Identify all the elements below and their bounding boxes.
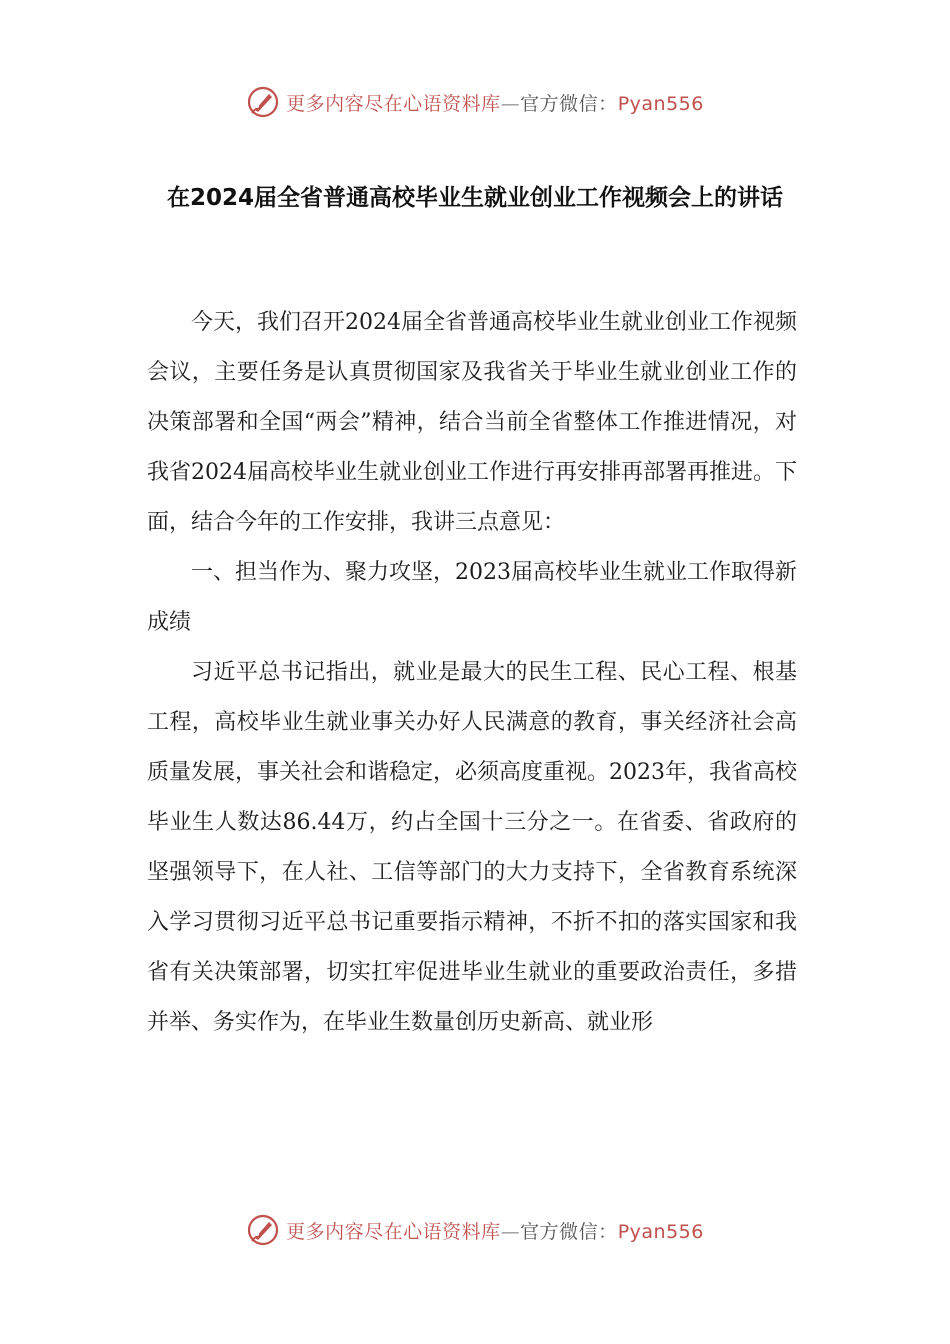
watermark-dash: — (500, 1220, 521, 1243)
paragraph-body: 习近平总书记指出，就业是最大的民生工程、民心工程、根基工程，高校毕业生就业事关办好人民满意的教育，事关经济社会高质量发展，事关社会和谐稳定，必须高度重视。2023年，我省高校毕业生人数达86.44万，约占全国十三分之一。在省委、省政府的坚强领导下，在人社、工信等部门的大力支持下，全省教育系统深入学习贯彻习近平总书记重要指示精神，不折不扣的落实国家和我省有关决策部署，切实扛牢促进毕业生就业的重要政治责任，多措并举、务实作为，在毕业生数量创历史新高、就业形 (147, 660, 797, 1035)
footer-watermark (0, 1210, 950, 1250)
quill-pen-logo-icon (246, 1213, 280, 1247)
watermark-main-text: 更多内容尽在心语资料库 (286, 1220, 501, 1243)
watermark-wechat-id: Pyan556 (617, 1220, 704, 1243)
document-title: 在2024届全省普通高校毕业生就业创业工作视频会上的讲话 (166, 185, 783, 211)
watermark-wechat-label: 官方微信： (520, 92, 618, 115)
header-watermark (0, 82, 950, 122)
watermark-dash: — (500, 92, 521, 115)
paragraph-intro: 今天，我们召开2024届全省普通高校毕业生就业创业工作视频会议，主要任务是认真贯彻国家及我省关于毕业生就业创业工作的决策部署和全国“两会”精神，结合当前全省整体工作推进情况，对我省2024届高校毕业生就业创业工作进行再安排再部署再推进。下面，结合今年的工作安排，我讲三点意见： (147, 310, 797, 535)
section-heading-1: 一、担当作为、聚力攻坚，2023届高校毕业生就业工作取得新成绩 (147, 560, 797, 635)
quill-pen-logo-icon (246, 85, 280, 119)
watermark-main-text: 更多内容尽在心语资料库 (286, 92, 501, 115)
watermark-wechat-label: 官方微信： (520, 1220, 618, 1243)
watermark-wechat-id: Pyan556 (617, 92, 704, 115)
document-body (147, 298, 797, 1048)
